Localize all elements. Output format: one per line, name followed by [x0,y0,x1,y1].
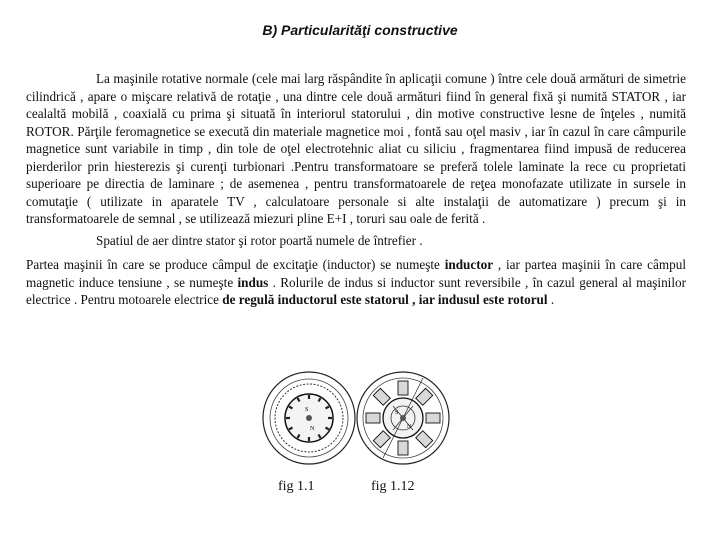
p3-text-3: . Rolurile de indus si inductor sunt reversibile , în cazul general al maşinilor electrice . Pentru motoarele electrice [26,274,686,307]
paragraph-airgap: Spatiul de aer dintre stator şi rotor poartă numele de întrefier . [96,233,423,248]
p3-text-1: Partea maşinii în care se produce câmpul de excitaţie (inductor) se numeşte [26,257,445,272]
fig1-shaft [306,415,312,421]
fig1-n-label: N [310,426,315,432]
figure-1-1-caption: fig 1.1 [278,479,315,494]
fig2-n-label: N [407,424,412,430]
term-inductor: inductor [444,257,494,272]
paragraph-inductor-indus [26,256,686,309]
figure-1-1-machine-section [259,368,359,468]
section-heading: B) Particularităţi constructive [262,22,458,38]
figure-1-12-machine-section [353,368,453,468]
fig2-s-label: S [395,410,399,416]
p3-text-2: , iar partea maşinii în care câmpul magnetic induce tensiune , se numeşte [26,257,686,290]
figure-1-12-caption: fig 1.12 [371,479,415,494]
p3-text-4: . [547,292,555,307]
fig2-shaft [400,415,406,421]
p3-bold-conclusion: de regulă inductorul este statorul , iar indusul este rotorul [222,292,548,307]
fig1-s-label: S [305,407,309,413]
paragraph-machines: La maşinile rotative normale (cele mai larg răspândite în aplicaţii comune ) între cele două armături de simetrie cilindrică , apare o mişcare relativă de rotaţie , una dintre cele două armături fiind în general fixă şi numită STATOR , iar cealaltă mobilă , coaxială cu prima şi situată în interiorul statorului , din motive constructive lesne de înţeles , numită ROTOR. Părţile feromagnetice se execută din materiale magnetice moi , fontă sau oţel masiv , iar în cazul în care câmpurile magnetice sunt variabile in timp , din tole de oţel electrotehnic aliat cu siliciu , fragmentarea fiind impusă de reducerea pierderilor prin hiesterezis şi curenţi turbionari .Pentru transformatoare se preferă tolele laminate la rece cu proprietati superioare pe directia de laminare ; de asemenea , pentru transformatoarele de reţea monofazate utilizate in sursele in comutaţie ( utilizate in aparatele TV , calculatoare personale si alte instalaţii de automatizare ) precum şi in transformatoarele de semnal , se utilizează miezuri pline E+I , toruri sau oale de ferită . [26,71,686,226]
term-indus: indus [237,274,269,290]
